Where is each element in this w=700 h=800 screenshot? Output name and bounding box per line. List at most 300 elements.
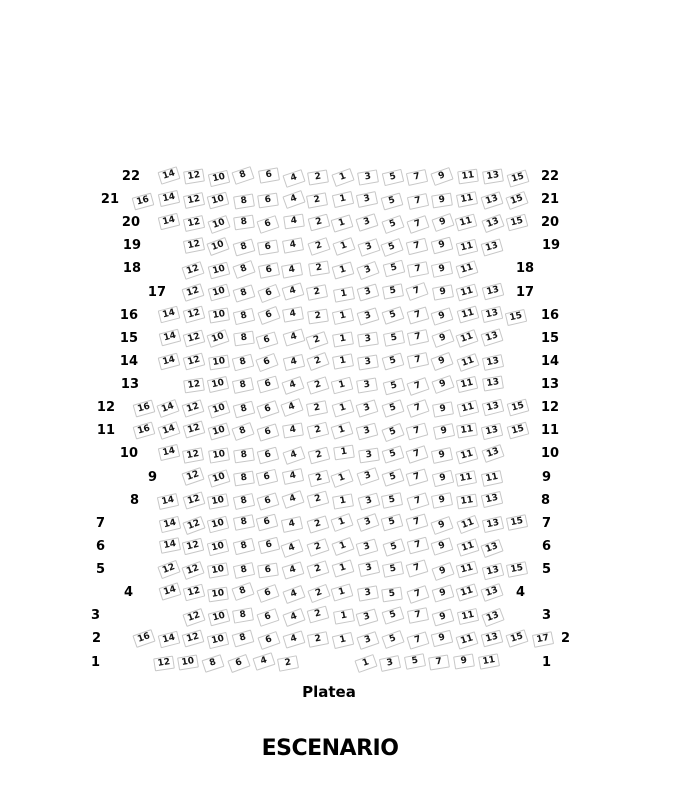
seat[interactable]: 5	[382, 306, 405, 325]
seat[interactable]: 13	[481, 328, 504, 346]
seat[interactable]: 5	[382, 260, 405, 278]
seat[interactable]: 5	[404, 653, 426, 670]
seat[interactable]: 4	[282, 422, 304, 438]
seat[interactable]: 6	[258, 262, 280, 279]
seat[interactable]: 13	[482, 354, 504, 371]
seat[interactable]: 4	[281, 398, 304, 417]
seat[interactable]: 12	[182, 421, 205, 439]
seat[interactable]: 12	[181, 399, 204, 417]
seat[interactable]: 14	[158, 213, 181, 230]
seat[interactable]: 4	[282, 631, 305, 649]
seat[interactable]: 8	[232, 238, 255, 256]
seat[interactable]: 9	[431, 261, 453, 278]
seat[interactable]: 11	[455, 631, 478, 649]
seat[interactable]: 11	[478, 654, 500, 670]
seat[interactable]: 2	[277, 655, 299, 671]
seat[interactable]: 12	[182, 584, 205, 602]
seat[interactable]: 3	[356, 538, 379, 556]
seat[interactable]: 7	[407, 307, 430, 325]
seat[interactable]: 6	[258, 537, 281, 554]
seat[interactable]: 10	[207, 516, 230, 534]
seat[interactable]: 6	[257, 631, 280, 650]
seat[interactable]: 1	[331, 560, 354, 578]
seat[interactable]: 11	[456, 446, 479, 464]
seat[interactable]: 4	[282, 608, 305, 627]
seat[interactable]: 2	[308, 446, 331, 464]
seat[interactable]: 13	[481, 608, 504, 627]
seat[interactable]: 6	[257, 192, 279, 208]
seat[interactable]: 7	[407, 193, 429, 210]
seat[interactable]: 11	[456, 422, 478, 438]
seat[interactable]: 4	[282, 468, 304, 485]
seat[interactable]: 1	[332, 261, 355, 279]
seat[interactable]: 2	[307, 422, 330, 440]
seat[interactable]: 12	[181, 284, 204, 302]
seat[interactable]: 14	[157, 630, 180, 648]
seat[interactable]: 1	[330, 513, 353, 532]
seat[interactable]: 3	[355, 213, 378, 231]
seat[interactable]: 14	[158, 306, 181, 324]
seat[interactable]: 1	[333, 445, 355, 461]
seat[interactable]: 9	[432, 470, 455, 487]
seat[interactable]: 5	[382, 606, 405, 624]
seat[interactable]: 10	[206, 237, 229, 256]
seat[interactable]: 5	[381, 492, 403, 509]
seat[interactable]: 12	[182, 261, 205, 280]
seat[interactable]: 5	[381, 215, 404, 234]
seat[interactable]: 4	[253, 653, 276, 672]
seat[interactable]: 9	[431, 492, 453, 509]
seat[interactable]: 15	[506, 398, 529, 416]
seat[interactable]: 11	[457, 353, 480, 372]
seat[interactable]: 8	[232, 377, 254, 394]
seat[interactable]: 9	[432, 213, 455, 232]
seat[interactable]: 9	[431, 193, 453, 209]
seat[interactable]: 14	[159, 538, 181, 555]
seat[interactable]: 15	[505, 629, 528, 648]
seat[interactable]: 12	[182, 447, 204, 463]
seat[interactable]: 2	[308, 261, 330, 277]
seat[interactable]: 13	[481, 563, 504, 581]
seat[interactable]: 10	[208, 308, 230, 324]
seat[interactable]: 9	[431, 447, 453, 464]
seat[interactable]: 4	[282, 190, 305, 209]
seat[interactable]: 13	[481, 630, 504, 648]
seat[interactable]: 11	[455, 583, 478, 601]
seat[interactable]: 15	[505, 191, 528, 210]
seat[interactable]: 6	[256, 215, 279, 234]
seat[interactable]: 12	[183, 516, 206, 535]
seat[interactable]: 2	[307, 631, 329, 648]
seat[interactable]: 14	[158, 329, 181, 347]
seat[interactable]: 10	[207, 170, 229, 187]
seat[interactable]: 2	[306, 193, 328, 209]
seat[interactable]: 2	[307, 237, 330, 256]
seat[interactable]: 6	[257, 447, 280, 465]
seat[interactable]: 4	[281, 516, 303, 533]
seat[interactable]: 11	[456, 494, 478, 510]
seat[interactable]: 12	[183, 353, 206, 371]
seat[interactable]: 3	[356, 399, 379, 417]
seat[interactable]: 13	[481, 491, 503, 508]
seat[interactable]: 1	[331, 469, 354, 488]
seat[interactable]: 4	[281, 282, 304, 300]
seat[interactable]: 8	[232, 400, 255, 418]
seat[interactable]: 14	[158, 516, 180, 533]
seat[interactable]: 6	[256, 353, 279, 372]
seat[interactable]: 2	[306, 376, 329, 394]
seat[interactable]: 1	[332, 400, 355, 418]
seat[interactable]: 6	[258, 168, 280, 184]
seat[interactable]: 6	[257, 423, 280, 441]
seat[interactable]: 12	[182, 608, 205, 627]
seat[interactable]: 5	[381, 514, 404, 532]
seat[interactable]: 6	[257, 562, 279, 578]
seat[interactable]: 8	[232, 285, 255, 303]
seat[interactable]: 14	[157, 421, 180, 440]
seat[interactable]: 14	[157, 167, 180, 185]
seat[interactable]: 5	[381, 586, 403, 602]
seat[interactable]: 2	[307, 584, 330, 603]
seat[interactable]: 9	[430, 308, 453, 326]
seat[interactable]: 11	[456, 306, 479, 324]
seat[interactable]: 8	[233, 515, 255, 532]
seat[interactable]: 11	[455, 470, 477, 487]
seat[interactable]: 3	[356, 191, 378, 208]
seat[interactable]: 10	[207, 586, 229, 602]
seat[interactable]: 14	[158, 583, 181, 601]
seat[interactable]: 9	[453, 653, 475, 669]
seat[interactable]: 7	[406, 237, 429, 254]
seat[interactable]: 7	[406, 514, 429, 532]
seat[interactable]: 10	[177, 655, 199, 671]
seat[interactable]: 4	[281, 263, 303, 279]
seat[interactable]: 4	[282, 237, 304, 253]
seat[interactable]: 1	[331, 421, 354, 439]
seat[interactable]: 2	[306, 515, 329, 533]
seat[interactable]: 13	[481, 398, 504, 416]
seat[interactable]: 8	[233, 537, 256, 554]
seat[interactable]: 3	[356, 467, 379, 486]
seat[interactable]: 8	[233, 471, 255, 487]
seat[interactable]: 1	[354, 654, 377, 673]
seat[interactable]: 4	[282, 446, 305, 465]
seat[interactable]: 1	[332, 494, 354, 510]
seat[interactable]: 13	[482, 376, 504, 392]
seat[interactable]: 6	[227, 654, 250, 673]
seat[interactable]: 7	[405, 282, 428, 301]
seat[interactable]: 13	[482, 168, 504, 184]
seat[interactable]: 7	[406, 215, 429, 234]
seat[interactable]: 13	[481, 306, 503, 323]
seat[interactable]: 5	[382, 423, 405, 442]
seat[interactable]: 9	[431, 584, 454, 602]
seat[interactable]: 10	[208, 261, 231, 279]
seat[interactable]: 1	[331, 376, 354, 394]
seat[interactable]: 5	[382, 377, 405, 395]
seat[interactable]: 3	[357, 631, 380, 650]
seat[interactable]: 17	[532, 631, 554, 648]
seat[interactable]: 3	[357, 261, 380, 280]
seat[interactable]: 13	[480, 423, 502, 440]
seat[interactable]: 9	[432, 608, 455, 626]
seat[interactable]: 12	[183, 215, 205, 232]
seat[interactable]: 10	[206, 329, 229, 348]
seat[interactable]: 10	[207, 539, 230, 556]
seat[interactable]: 4	[282, 354, 304, 371]
seat[interactable]: 6	[256, 514, 279, 532]
seat[interactable]: 12	[153, 655, 175, 671]
seat[interactable]: 11	[481, 470, 503, 487]
seat[interactable]: 8	[233, 193, 255, 209]
seat[interactable]: 1	[333, 286, 355, 302]
seat[interactable]: 10	[208, 400, 231, 418]
seat[interactable]: 14	[158, 352, 181, 370]
seat[interactable]: 9	[430, 352, 453, 371]
seat[interactable]: 5	[382, 169, 404, 186]
seat[interactable]: 12	[182, 629, 205, 647]
seat[interactable]: 16	[133, 629, 156, 648]
seat[interactable]: 3	[355, 609, 378, 627]
seat[interactable]: 8	[231, 582, 254, 601]
seat[interactable]: 12	[182, 561, 205, 580]
seat[interactable]: 15	[506, 213, 529, 231]
seat[interactable]: 13	[481, 238, 504, 256]
seat[interactable]: 12	[183, 237, 205, 254]
seat[interactable]: 11	[456, 514, 479, 533]
seat[interactable]: 6	[256, 469, 278, 486]
seat[interactable]: 3	[357, 355, 379, 371]
seat[interactable]: 1	[332, 332, 354, 348]
seat[interactable]: 15	[507, 422, 530, 440]
seat[interactable]: 2	[307, 352, 330, 371]
seat[interactable]: 8	[233, 308, 255, 325]
seat[interactable]: 11	[457, 400, 480, 418]
seat[interactable]: 2	[307, 490, 330, 508]
seat[interactable]: 9	[430, 236, 453, 254]
seat[interactable]: 7	[406, 422, 429, 440]
seat[interactable]: 15	[506, 514, 528, 531]
seat[interactable]: 7	[407, 492, 430, 510]
seat[interactable]: 11	[458, 169, 480, 185]
seat[interactable]: 12	[183, 192, 205, 209]
seat[interactable]: 11	[455, 260, 478, 278]
seat[interactable]: 7	[406, 468, 429, 486]
seat[interactable]: 14	[157, 493, 179, 510]
seat[interactable]: 5	[381, 352, 404, 370]
seat[interactable]: 2	[306, 284, 328, 301]
seat[interactable]: 4	[282, 561, 305, 579]
seat[interactable]: 8	[232, 260, 255, 279]
seat[interactable]: 14	[158, 444, 180, 461]
seat[interactable]: 2	[307, 538, 330, 557]
seat[interactable]: 4	[282, 306, 304, 322]
seat[interactable]: 6	[257, 492, 280, 510]
seat[interactable]: 3	[357, 307, 380, 325]
seat[interactable]: 3	[358, 448, 380, 464]
seat[interactable]: 12	[183, 377, 205, 393]
seat[interactable]: 12	[183, 169, 205, 185]
seat[interactable]: 9	[432, 284, 454, 300]
seat[interactable]: 14	[156, 399, 179, 418]
seat[interactable]: 11	[455, 376, 477, 393]
seat[interactable]: 7	[405, 560, 428, 578]
seat[interactable]: 13	[480, 584, 503, 603]
seat[interactable]: 9	[431, 538, 454, 556]
seat[interactable]: 11	[455, 329, 478, 348]
seat[interactable]: 8	[233, 562, 255, 579]
seat[interactable]: 9	[432, 329, 455, 348]
seat[interactable]: 5	[381, 446, 404, 464]
seat[interactable]: 5	[383, 330, 405, 347]
seat[interactable]: 15	[506, 561, 528, 578]
seat[interactable]: 12	[182, 330, 205, 348]
seat[interactable]: 10	[208, 448, 230, 464]
seat[interactable]: 9	[431, 562, 454, 581]
seat[interactable]: 8	[233, 493, 255, 510]
seat[interactable]: 15	[506, 169, 529, 187]
seat[interactable]: 12	[183, 305, 206, 323]
seat[interactable]: 7	[406, 377, 429, 396]
seat[interactable]: 8	[232, 608, 254, 624]
seat[interactable]: 10	[207, 376, 229, 393]
seat[interactable]: 6	[257, 284, 280, 303]
seat[interactable]: 1	[332, 308, 354, 325]
seat[interactable]: 6	[256, 400, 279, 419]
seat[interactable]: 7	[406, 399, 429, 418]
seat[interactable]: 14	[157, 190, 179, 207]
seat[interactable]: 5	[382, 469, 405, 487]
seat[interactable]: 2	[306, 401, 328, 418]
seat[interactable]: 5	[381, 400, 404, 419]
seat[interactable]: 2	[306, 331, 329, 350]
seat[interactable]: 2	[308, 470, 331, 488]
seat[interactable]: 12	[182, 467, 205, 486]
seat[interactable]: 7	[407, 608, 429, 625]
seat[interactable]: 4	[281, 539, 304, 558]
seat[interactable]: 7	[406, 169, 428, 186]
seat[interactable]: 8	[231, 167, 254, 186]
seat[interactable]: 2	[307, 606, 330, 624]
seat[interactable]: 11	[456, 561, 479, 579]
seat[interactable]: 8	[233, 215, 255, 231]
seat[interactable]: 13	[481, 214, 504, 233]
seat[interactable]: 8	[232, 629, 255, 647]
seat[interactable]: 1	[331, 214, 354, 232]
seat[interactable]: 3	[357, 331, 379, 347]
seat[interactable]: 1	[332, 191, 354, 208]
seat[interactable]: 11	[455, 239, 478, 256]
seat[interactable]: 3	[356, 284, 379, 302]
seat[interactable]: 3	[357, 586, 379, 602]
seat[interactable]: 1	[333, 608, 355, 624]
seat[interactable]: 10	[207, 215, 230, 234]
seat[interactable]: 4	[282, 329, 305, 347]
seat[interactable]: 4	[281, 490, 304, 509]
seat[interactable]: 15	[505, 309, 527, 326]
seat[interactable]: 4	[283, 214, 305, 230]
seat[interactable]: 7	[407, 330, 429, 347]
seat[interactable]: 12	[157, 559, 180, 578]
seat[interactable]: 16	[133, 421, 156, 439]
seat[interactable]: 6	[257, 239, 279, 255]
seat[interactable]: 13	[481, 538, 504, 557]
seat[interactable]: 1	[331, 583, 354, 601]
seat[interactable]: 8	[202, 655, 225, 674]
seat[interactable]: 3	[379, 655, 401, 672]
seat[interactable]: 1	[332, 237, 355, 256]
seat[interactable]: 10	[207, 609, 230, 627]
seat[interactable]: 1	[331, 168, 354, 187]
seat[interactable]: 7	[407, 585, 430, 604]
seat[interactable]: 10	[208, 469, 231, 487]
seat[interactable]: 11	[456, 284, 479, 302]
seat[interactable]: 10	[207, 423, 230, 441]
seat[interactable]: 4	[282, 169, 305, 188]
seat[interactable]: 3	[357, 560, 379, 577]
seat[interactable]: 5	[382, 538, 405, 556]
seat[interactable]: 11	[456, 538, 479, 556]
seat[interactable]: 7	[407, 261, 429, 278]
seat[interactable]: 10	[208, 355, 230, 371]
seat[interactable]: 7	[407, 352, 429, 369]
seat[interactable]: 13	[481, 191, 504, 209]
seat[interactable]: 1	[332, 632, 354, 649]
seat[interactable]: 10	[207, 493, 229, 509]
seat[interactable]: 9	[432, 401, 454, 417]
seat[interactable]: 10	[207, 563, 229, 579]
seat[interactable]: 9	[432, 423, 454, 440]
seat[interactable]: 10	[207, 284, 230, 302]
seat[interactable]: 10	[207, 192, 230, 210]
seat[interactable]: 3	[356, 423, 379, 441]
seat[interactable]: 9	[432, 375, 455, 394]
seat[interactable]: 2	[307, 214, 330, 232]
seat[interactable]: 2	[307, 309, 329, 325]
seat[interactable]: 8	[231, 354, 254, 372]
seat[interactable]: 11	[456, 191, 478, 208]
seat[interactable]: 10	[207, 632, 229, 649]
seat[interactable]: 6	[256, 331, 279, 349]
seat[interactable]: 2	[306, 561, 329, 579]
seat[interactable]: 11	[455, 213, 478, 231]
seat[interactable]: 12	[182, 538, 205, 555]
seat[interactable]: 5	[381, 192, 404, 210]
seat[interactable]: 3	[357, 169, 379, 185]
seat[interactable]: 2	[307, 169, 329, 185]
seat[interactable]: 5	[382, 630, 405, 649]
seat[interactable]: 13	[482, 516, 504, 533]
seat[interactable]: 5	[382, 561, 404, 578]
seat[interactable]: 9	[431, 629, 454, 647]
seat[interactable]: 9	[430, 167, 453, 186]
seat[interactable]: 3	[356, 377, 378, 393]
seat[interactable]: 9	[430, 516, 453, 535]
seat[interactable]: 7	[407, 537, 430, 555]
seat[interactable]: 8	[234, 331, 256, 347]
seat[interactable]: 7	[406, 446, 429, 465]
seat[interactable]: 4	[282, 376, 305, 395]
seat[interactable]: 13	[482, 283, 505, 301]
seat[interactable]: 7	[428, 655, 450, 671]
seat[interactable]: 6	[257, 376, 280, 394]
seat[interactable]: 3	[356, 513, 379, 532]
seat[interactable]: 4	[282, 585, 305, 604]
seat[interactable]: 3	[357, 238, 380, 257]
seat[interactable]: 3	[357, 492, 380, 510]
seat[interactable]: 1	[332, 353, 354, 369]
seat[interactable]: 5	[381, 238, 404, 257]
